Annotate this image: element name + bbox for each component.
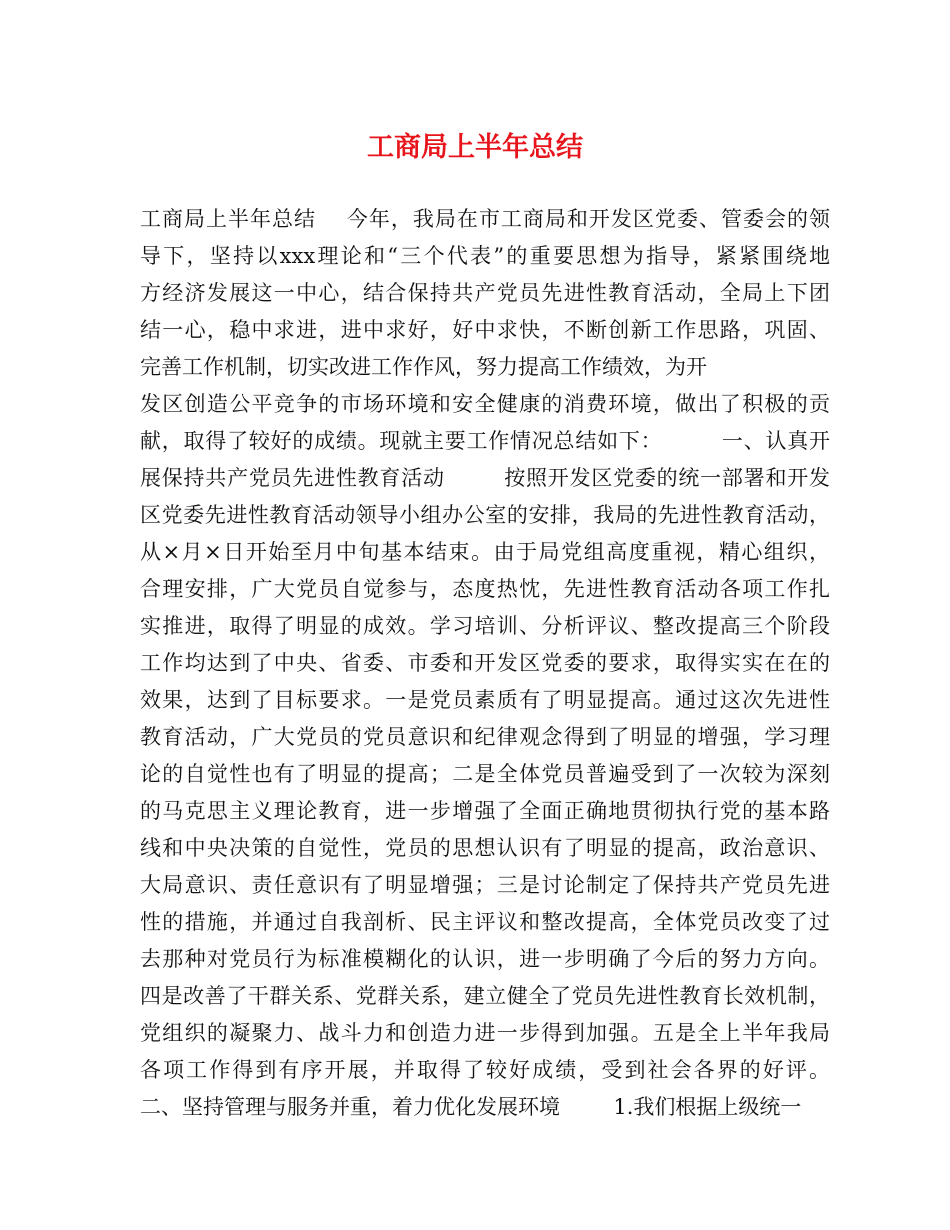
body-line: 完善工作机制，切实改进工作作风，努力提高工作绩效，为开: [140, 355, 707, 379]
body-line: 效果，达到了目标要求。一是党员素质有了明显提高。通过这次先进性: [140, 688, 830, 712]
body-line: 从×月×日开始至月中旬基本结束。由于局党组高度重视，精心组织，: [140, 540, 830, 564]
body-line: 的马克思主义理论教育，进一步增强了全面正确地贯彻执行党的基本路: [140, 799, 830, 823]
body-line: 发区创造公平竞争的市场环境和安全健康的消费环境，做出了积极的贡: [140, 392, 830, 416]
body-line: 工作均达到了中央、省委、市委和开发区党委的要求，取得实实在在的: [140, 651, 830, 675]
body-line: 展保持共产党员先进性教育活动 按照开发区党委的统一部署和开发: [140, 466, 830, 490]
body-line: 合理安排，广大党员自觉参与，态度热忱，先进性教育活动各项工作扎: [140, 577, 830, 601]
body-line: 各项工作得到有序开展，并取得了较好成绩，受到社会各界的好评。: [140, 1058, 830, 1082]
body-line: 性的措施，并通过自我剖析、民主评议和整改提高，全体党员改变了过: [140, 910, 830, 934]
body-line: 实推进，取得了明显的成效。学习培训、分析评议、整改提高三个阶段: [140, 614, 830, 638]
body-line: 二、坚持管理与服务并重，着力优化发展环境 1.我们根据上级统一: [140, 1095, 802, 1119]
body-line: 结一心，稳中求进，进中求好，好中求快，不断创新工作思路，巩固、: [140, 318, 830, 342]
body-line: 区党委先进性教育活动领导小组办公室的安排，我局的先进性教育活动，: [140, 503, 830, 527]
body-line: 线和中央决策的自觉性，党员的思想认识有了明显的提高，政治意识、: [140, 836, 830, 860]
body-line: 四是改善了干群关系、党群关系，建立健全了党员先进性教育长效机制，: [140, 984, 830, 1008]
body-line: 大局意识、责任意识有了明显增强；三是讨论制定了保持共产党员先进: [140, 873, 830, 897]
body-line: 献，取得了较好的成绩。现就主要工作情况总结如下： 一、认真开: [140, 429, 830, 453]
body-line: 工商局上半年总结 今年，我局在市工商局和开发区党委、管委会的领: [140, 207, 830, 231]
body-line: 方经济发展这一中心，结合保持共产党员先进性教育活动，全局上下团: [140, 281, 830, 305]
body-line: 去那种对党员行为标准模糊化的认识，进一步明确了今后的努力方向。: [140, 947, 830, 971]
body-line: 党组织的凝聚力、战斗力和创造力进一步得到加强。五是全上半年我局: [140, 1021, 830, 1045]
document-title: 工商局上半年总结: [367, 132, 583, 163]
document-body: [140, 201, 830, 1126]
body-line: 论的自觉性也有了明显的提高；二是全体党员普遍受到了一次较为深刻: [140, 762, 830, 786]
body-line: 教育活动，广大党员的党员意识和纪律观念得到了明显的增强，学习理: [140, 725, 830, 749]
body-line: 导下，坚持以xxx理论和“三个代表”的重要思想为指导，紧紧围绕地: [140, 244, 830, 268]
